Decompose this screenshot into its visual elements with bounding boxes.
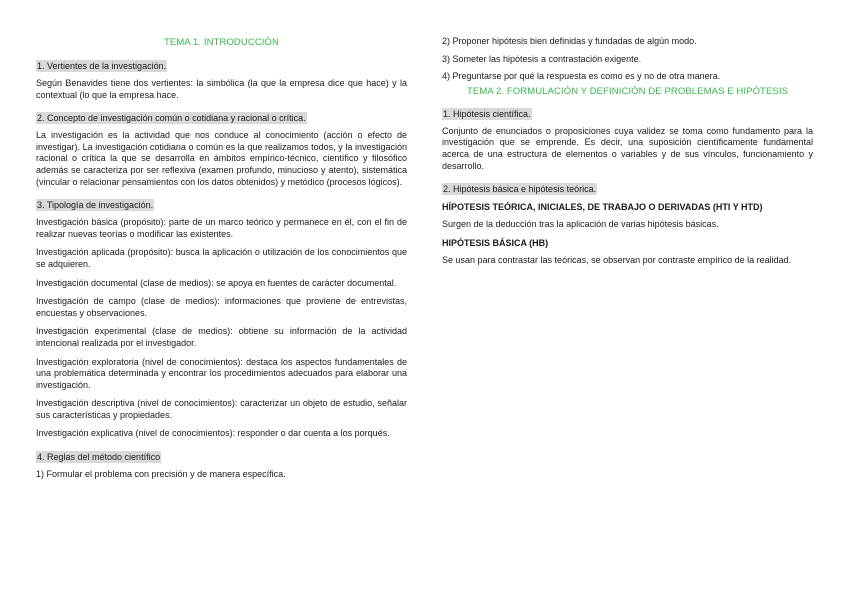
paragraph-hipotesis-cientifica: Conjunto de enunciados o proposiciones cuya validez se toma como fundamento para la investigación que se emprende. Es decir, una suposición científicamente fundamental acerca de una estructura de elementos o variables y de sus vínculos, funcionamiento y desarrollo. bbox=[442, 125, 813, 171]
paragraph-hipotesis-teorica: Surgen de la deducción tras la aplicación de varias hipótesis básicas. bbox=[442, 219, 719, 230]
rule-3: 3) Someter las hipótesis a contrastación exigente. bbox=[442, 53, 642, 64]
paragraph-hipotesis-basica: Se usan para contrastar las teóricas, se observan por contraste empírico de la realidad. bbox=[442, 254, 792, 265]
rule-1: 1) Formular el problema con precisión y de manera específica. bbox=[36, 469, 286, 480]
section-heading-hipotesis-cientifica: 1. Hipótesis científica. bbox=[443, 108, 531, 119]
type-explicativa: Investigación explicativa (nivel de conocimientos): responder o dar cuenta a los porqués. bbox=[36, 428, 390, 439]
type-campo: Investigación de campo (clase de medios): informaciones que proviene de entrevistas, encuestas y observaciones. bbox=[36, 296, 407, 318]
type-documental: Investigación documental (clase de medios): se apoya en fuentes de carácter documental. bbox=[36, 277, 397, 288]
section-heading-tipologia: 3. Tipología de investigación. bbox=[37, 200, 154, 211]
type-exploratoria: Investigación exploratoria (nivel de conocimientos): destaca los aspectos fundamentales de una problemática determinada y encontrar los procedimientos adecuados para elaborar una investigación. bbox=[36, 356, 407, 390]
left-column bbox=[36, 36, 407, 487]
tema-1-title: TEMA 1. INTRODUCCIÓN bbox=[164, 37, 279, 48]
type-aplicada: Investigación aplicada (propósito): busca la aplicación o utilización de los conocimientos que se adquieren. bbox=[36, 247, 407, 269]
tema-2-title: TEMA 2. FORMULACIÓN Y DEFINICIÓN DE PROBLEMAS E HIPÓTESIS bbox=[466, 85, 789, 97]
type-experimental: Investigación experimental (clase de medios): obtiene su información de la actividad intencional realizada por el investigador. bbox=[36, 326, 407, 348]
section-heading-vertientes: 1. Vertientes de la investigación. bbox=[37, 61, 167, 71]
rule-4: 4) Preguntarse por qué la respuesta es como es y no de otra manera. bbox=[442, 71, 721, 82]
subheading-hipotesis-teorica: HÍPOTESIS TEÓRICA, INICIALES, DE TRABAJO O DERIVADAS (HTI Y HTD) bbox=[442, 202, 763, 213]
section-heading-hipotesis-basica-teorica: 2. Hipótesis básica e hipótesis teórica. bbox=[443, 184, 597, 195]
type-basica: Investigación básica (propósito): parte de un marco teórico y permanece en él, con el fin de realizar nuevas teorías o modificar las existentes. bbox=[36, 217, 407, 239]
section-heading-reglas: 4. Reglas del método científico bbox=[37, 452, 161, 463]
paragraph-vertientes: Según Benavides tiene dos vertientes: la simbólica (la que la empresa dice que hace) y la contextual (lo que la empresa hace. bbox=[36, 78, 407, 100]
paragraph-concepto: La investigación es la actividad que nos conduce al conocimiento (acción o efecto de investigar). La investigación cotidiana o común es la que realizamos todos, y la investigación racional o crítica la que se desarrolla en ámbitos empírico-técnico, científico y filosófico además se caracteriza por ser reflexiva (examen profundo, minucioso y atento), sistemática (vincular o relacionar pensamientos con los datos obtenidos) y metódico (procesos lógicos). bbox=[36, 130, 407, 187]
right-column bbox=[442, 36, 813, 273]
subheading-hipotesis-basica: HIPÓTESIS BÁSICA (HB) bbox=[442, 237, 549, 248]
type-descriptiva: Investigación descriptiva (nivel de conocimientos): caracterizar un objeto de estudio, señalar sus características y propiedades. bbox=[36, 398, 407, 420]
section-heading-concepto: 2. Concepto de investigación común o cotidiana y racional o crítica. bbox=[37, 113, 306, 124]
rule-2: 2) Proponer hipótesis bien definidas y fundadas de algún modo. bbox=[442, 36, 697, 46]
